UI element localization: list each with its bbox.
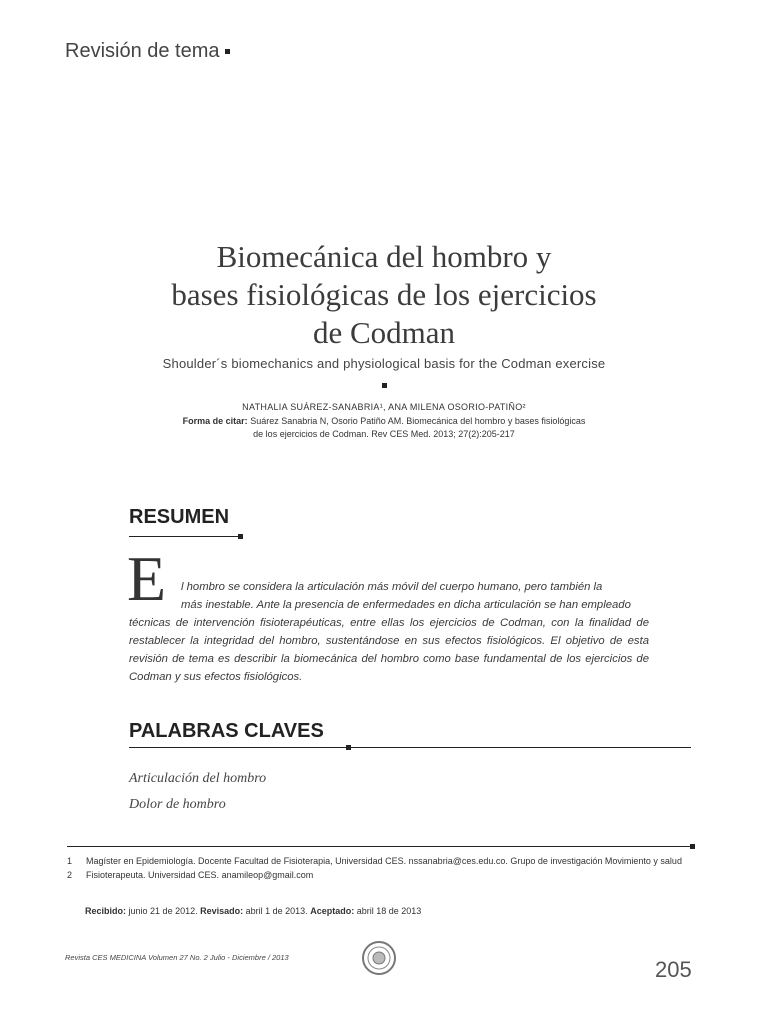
recibido-label: Recibido: xyxy=(85,906,127,916)
square-bullet-icon xyxy=(690,844,695,849)
aceptado-label: Aceptado: xyxy=(310,906,355,916)
square-bullet-icon xyxy=(382,383,387,388)
footnote-text: Magíster en Epidemiología. Docente Facultad de Fisioterapia, Universidad CES. nssanabria@ces.edu.co. Grupo de investigación Movimiento y salud xyxy=(86,856,682,866)
square-bullet-icon xyxy=(225,49,230,54)
citation xyxy=(84,415,684,441)
square-bullet-icon xyxy=(346,745,351,750)
journal-footer: Revista CES MEDICINA Volumen 27 No. 2 Julio - Diciembre / 2013 xyxy=(65,953,289,962)
title-line: de Codman xyxy=(312,315,456,350)
aceptado-date: abril 18 de 2013 xyxy=(356,906,422,916)
citation-line: de los ejercicios de Codman. Rev CES Med. 2013; 27(2):205-217 xyxy=(253,429,515,439)
article-title xyxy=(84,238,684,352)
authors: NATHALIA SUÁREZ-SANABRIA¹, ANA MILENA OSORIO-PATIÑO² xyxy=(242,402,526,412)
keyword-item: Dolor de hombro xyxy=(129,797,226,812)
footnote-number: 1 xyxy=(67,856,73,866)
page-number: 205 xyxy=(655,957,692,982)
resumen-heading: RESUMEN xyxy=(129,506,230,528)
footnotes xyxy=(67,855,707,883)
footnote xyxy=(67,855,707,867)
heading-underline xyxy=(129,536,241,537)
keywords-rule xyxy=(129,747,691,748)
abstract-line: l hombro se considera la articulación más móvil del cuerpo humano, pero también la xyxy=(181,581,603,593)
footnote-text: Fisioterapeuta. Universidad CES. anamileop@gmail.com xyxy=(86,870,314,880)
recibido-date: junio 21 de 2012. xyxy=(128,906,198,916)
square-bullet-icon xyxy=(238,534,243,539)
title-line: bases fisiológicas de los ejercicios xyxy=(171,277,597,312)
abstract-body: técnicas de intervención fisioterapéuticas, entre ellas los ejercicios de Codman, con la finalidad de restablecer la integridad del hombro, sustentándose en sus efectos fisiológicos. El objetivo de esta revisión de tema es describir la biomecánica del hombro como base fundamental de los ejercicios de Codman y sus efectos fisiológicos. xyxy=(129,617,649,683)
received-dates xyxy=(85,906,421,916)
university-seal-icon xyxy=(362,941,396,975)
abstract-text xyxy=(129,578,649,686)
keyword-item: Articulación del hombro xyxy=(129,771,267,786)
keywords-heading: PALABRAS CLAVES xyxy=(129,720,324,742)
footnote xyxy=(67,869,707,881)
english-title: Shoulder´s biomechanics and physiological basis for the Codman exercise xyxy=(162,356,606,371)
section-label xyxy=(65,40,230,63)
revisado-label: Revisado: xyxy=(200,906,244,916)
revisado-date: abril 1 de 2013. xyxy=(245,906,308,916)
citation-line: Suárez Sanabria N, Osorio Patiño AM. Biomecánica del hombro y bases fisiológicas xyxy=(250,416,586,426)
drop-cap: E xyxy=(127,543,167,614)
footnote-number: 2 xyxy=(67,870,73,880)
footnote-rule xyxy=(67,846,693,847)
section-label-text: Revisión de tema xyxy=(65,40,220,62)
title-line: Biomecánica del hombro y xyxy=(216,239,552,274)
citation-label: Forma de citar: xyxy=(182,416,248,426)
abstract-line: más inestable. Ante la presencia de enfermedades en dicha articulación se han empleado xyxy=(181,599,631,611)
